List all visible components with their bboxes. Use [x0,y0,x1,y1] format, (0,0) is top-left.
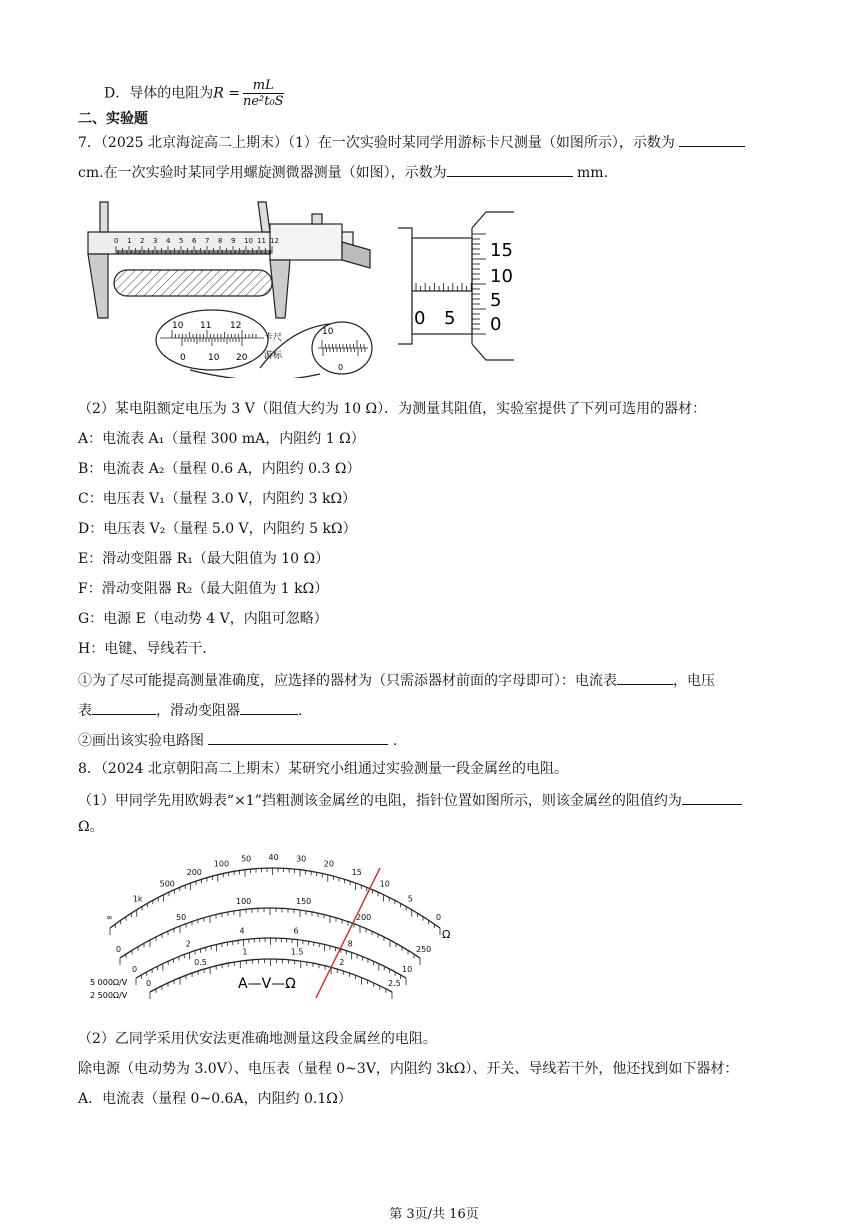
q7-sub1-line2 [78,700,302,720]
q7-line2 [78,162,608,182]
q8-part1-unit: Ω。 [78,819,104,835]
sleeve-label-5: 5 [444,308,456,329]
q7-line2-unit: mm. [577,165,609,181]
dial-label: 2 [185,939,191,949]
q7-sub1-text: ①为了尽可能提高测量准确度，应选择的器材为（只需添器材前面的字母即可）：电流表 [78,673,617,689]
mid-scale-arc [120,908,420,958]
equipment-g: G：电源 E（电动势 4 V，内阻可忽略） [78,611,328,627]
q8-part1-line1 [78,790,742,810]
dial-label: 30 [296,854,307,864]
q7-line1 [78,132,745,152]
q7-line2-text: cm.在一次实验时某同学用螺旋测微器测量（如图），示数为 [78,165,447,181]
zoom-main-label-11: 11 [200,321,212,331]
caliper-label: 8 [218,237,223,245]
thimble-label-5: 5 [490,290,502,311]
caliper-label: 0 [114,237,119,245]
q7-sub1-text-e: . [298,703,303,719]
meter-pointer [316,868,380,998]
dial-label: 15 [351,868,362,877]
q7-sub2-text: ②画出该实验电路图 [78,733,204,749]
q8-option-a: A．电流表（量程 0~0.6A，内阻约 0.1Ω） [78,1091,352,1107]
formula-denominator: ne²t₀S [242,94,284,109]
ohm-scale-arc [110,868,440,928]
caliper-label: 4 [166,237,171,245]
answer-blank-circuit [208,730,388,745]
caliper-left-upper-jaw [100,202,108,232]
dial-label: 500 [159,879,175,889]
answer-blank-rheostat [240,700,298,715]
caliper-thumb-grip [342,242,370,268]
answer-blank-ammeter [617,670,673,685]
q8-part2-line2: 除电源（电动势为 3.0V）、电压表（量程 0~3V，内阻约 3kΩ）、开关、导线若干外，他还找到如下器材： [78,1061,739,1077]
q7-sub2-end: . [392,733,398,749]
multimeter-dial-figure [80,838,460,1008]
equipment-f: F：滑动变阻器 R₂（最大阻值为 1 kΩ） [78,581,329,597]
dial-label: 1k [132,894,143,904]
q8-part1-text: （1）甲同学先用欧姆表“×1”挡粗测该金属丝的电阻，指针位置如图所示，则该金属丝的阻值约为 [78,793,682,809]
q7-sub1-text-c: 表 [78,703,92,719]
caliper-vernier-slider [270,224,342,260]
vernier-caliper-figure [80,198,380,378]
caliper-label: 5 [179,237,184,245]
dial-label: 20 [323,859,334,869]
dial-label: 50 [241,854,252,864]
dial-label: 2 [339,957,345,967]
dial-label: 1 [242,947,248,957]
caliper-label: 6 [192,237,197,245]
caliper-label: 1 [127,237,132,245]
option-d-label: D．导体的电阻为 [104,85,214,102]
equipment-h: H：电键、导线若干. [78,641,207,657]
q7-sub1-line1 [78,670,715,690]
dial-label: 40 [268,853,279,862]
dial-label: 0.5 [194,957,207,967]
answer-blank-ohm [682,790,742,805]
measured-rod [114,270,272,296]
zoom-vernier-label-0: 0 [180,353,186,363]
dial-label: 6 [293,926,299,936]
equipment-d: D：电压表 V₂（量程 5.0 V，内阻约 5 kΩ） [78,521,357,537]
meter-side-text-1: 5 000Ω/V [90,978,128,987]
micrometer-figure [390,206,530,366]
zoom-vernier-label-20: 20 [236,353,248,363]
dial-label: ∞ [106,913,113,922]
caliper-right-lower-jaw [270,260,290,318]
answer-blank-voltmeter [92,700,156,715]
micrometer-frame [398,228,412,344]
zoom-main-label-12: 12 [230,321,242,331]
dial-label: 200 [356,913,372,922]
caliper-label: 10 [244,237,253,245]
zoom2-bottom-label: 0 [338,363,344,372]
dial-label: 0 [132,965,138,974]
meter-omega-label: Ω [442,928,451,941]
caliper-label: 2 [140,237,145,245]
dial-label: 1.5 [290,947,304,957]
dial-label: 10 [379,879,390,889]
formula-numerator: mL [243,78,284,94]
inner-scale-arc [136,938,406,978]
meter-side-text-2: 2 500Ω/V [90,991,128,1000]
caliper-left-lower-jaw [88,254,108,318]
q7-sub1-text-d: ，滑动变阻器 [156,703,240,719]
zoom-main-label-10: 10 [172,321,184,331]
dial-label: 100 [236,897,252,906]
formula-fraction [243,78,284,109]
dial-label: 0 [146,979,152,988]
page-footer: 第 3页/共 16页 [389,1207,479,1222]
thimble-label-0: 0 [490,314,502,335]
dial-label: 2.5 [388,979,401,988]
option-d [104,78,284,109]
label-vernier-scale: 游标 [264,351,283,361]
thimble-label-15: 15 [490,240,513,261]
formula-lhs: R = [213,85,240,102]
dial-label: 50 [176,913,187,922]
equipment-c: C：电压表 V₁（量程 3.0 V，内阻约 3 kΩ） [78,491,357,507]
section-title: 二、实验题 [78,111,148,127]
caliper-lock-screw [312,214,322,224]
equipment-b: B：电流表 A₂（量程 0.6 A，内阻约 0.3 Ω） [78,461,361,477]
dial-label: 0 [116,945,122,954]
caliper-right-upper-jaw [258,202,270,232]
q8-line1: 8．（2024 北京朝阳高二上期末）某研究小组通过实验测量一段金属丝的电阻。 [78,761,568,777]
zoom-connector-1 [190,370,320,378]
label-main-scale: 卡尺 [264,333,283,343]
dial-label: 0 [436,913,442,922]
dial-label: 150 [296,897,312,906]
q7-part2-intro: （2）某电阻额定电压为 3 V（阻值大约为 10 Ω）．为测量其阻值，实验室提供了下列可选用的器材： [78,401,707,417]
dial-label: 200 [186,868,202,877]
dial-label: 5 [407,894,413,904]
dial-label: 100 [213,859,230,869]
q7-sub2 [78,730,397,750]
q8-part2: （2）乙同学采用伏安法更准确地测量这段金属丝的电阻。 [78,1031,437,1047]
equipment-a: A：电流表 A₁（量程 300 mA，内阻约 1 Ω） [78,431,365,447]
caliper-label: 7 [205,237,210,245]
caliper-label: 12 [270,237,279,245]
meter-center-label: A—V—Ω [238,976,296,992]
q7-sub1-text-b: ，电压 [673,673,715,689]
zoom-vernier-label-10: 10 [208,353,220,363]
caliper-label: 3 [153,237,158,245]
dial-label: 8 [347,939,353,949]
q7-line1-text: 7．（2025 北京海淀高二上期末）（1）在一次实验时某同学用游标卡尺测量（如图所示），示数为 [78,135,675,151]
sleeve-label-0: 0 [414,308,426,329]
answer-blank-micrometer [447,162,573,177]
answer-blank-caliper [679,132,745,147]
dial-label: 10 [402,965,413,974]
caliper-label: 9 [231,237,236,245]
equipment-e: E：滑动变阻器 R₁（最大阻值为 10 Ω） [78,551,330,567]
dial-label: 250 [416,945,432,954]
caliper-label: 11 [257,237,266,245]
zoom2-top-label: 10 [322,327,334,337]
dial-label: 4 [239,926,245,936]
thimble-label-10: 10 [490,266,513,287]
